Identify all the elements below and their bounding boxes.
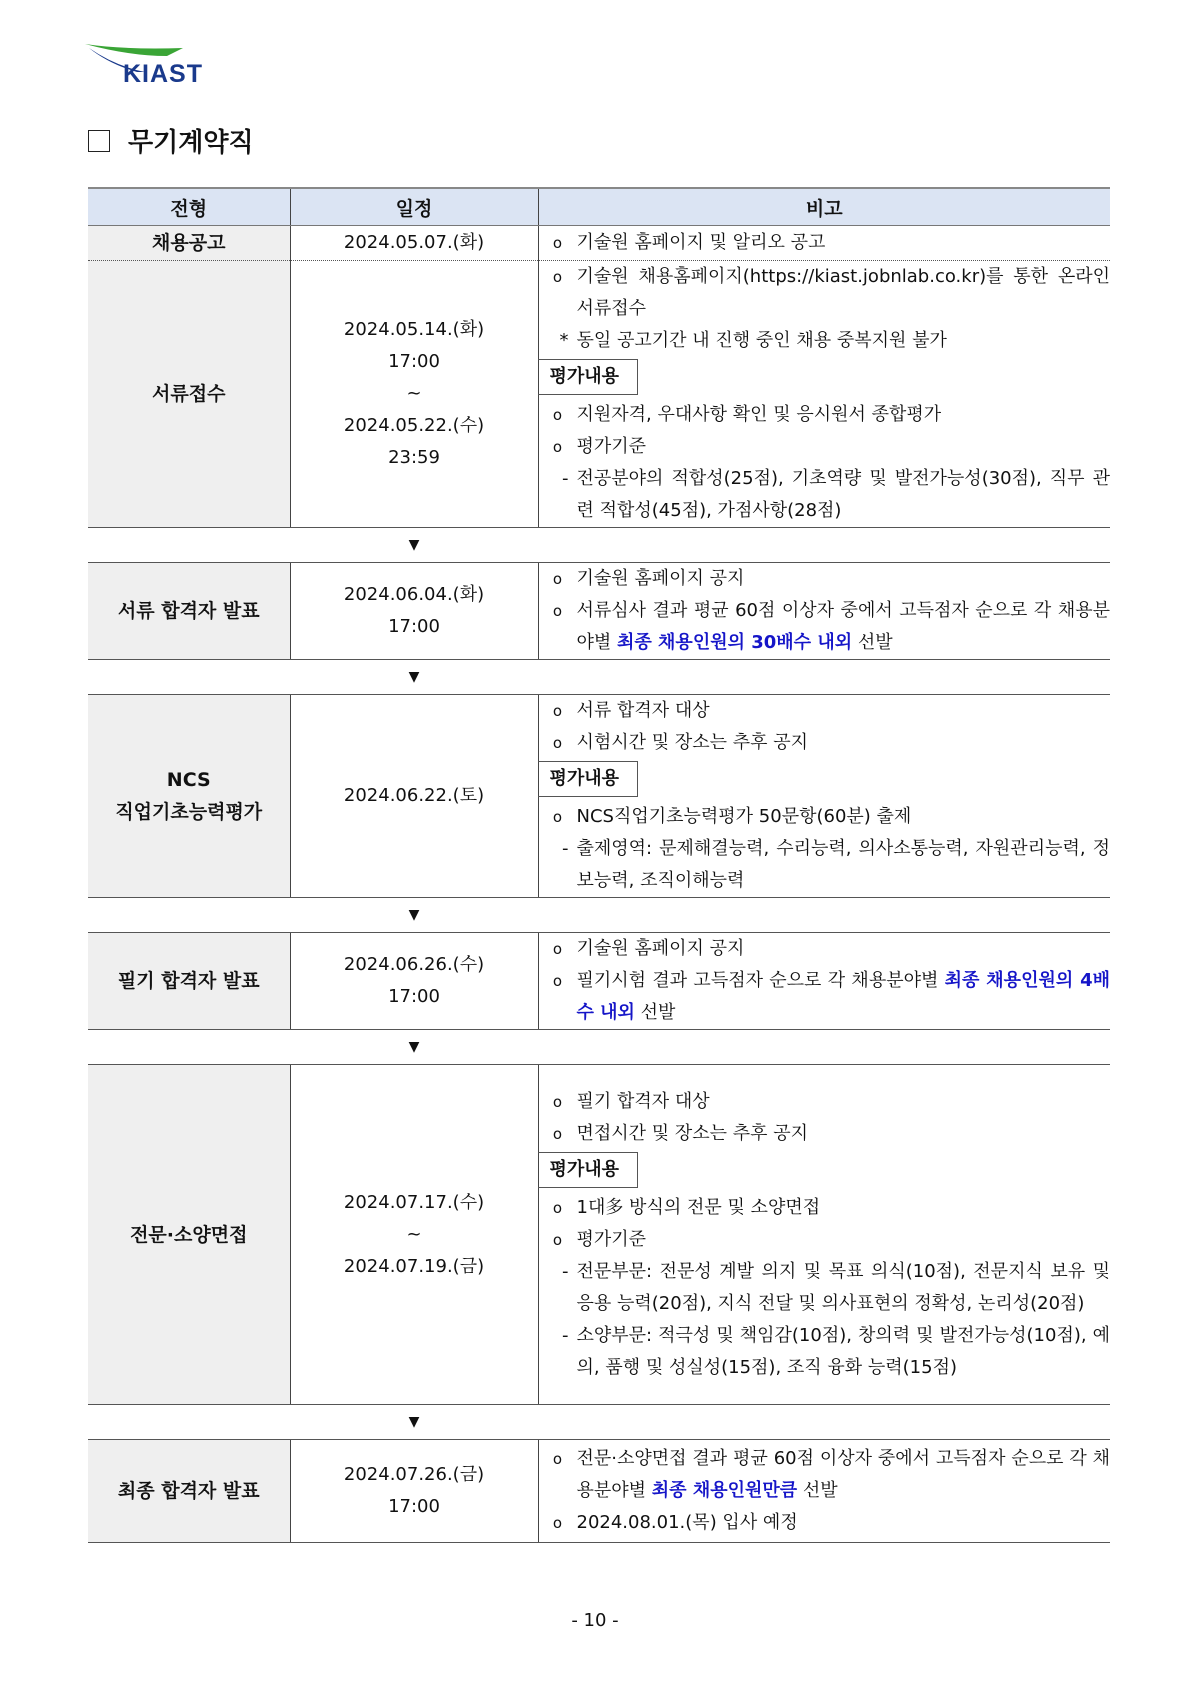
circle-bullet-icon: o <box>552 702 563 720</box>
date-line: 2024.07.26.(금) <box>343 1464 485 1485</box>
section-heading <box>88 122 254 159</box>
remark-text: 필기 합격자 대상 <box>576 1090 710 1112</box>
date-line: 2024.05.22.(수) <box>343 415 485 436</box>
circle-bullet-icon: o <box>552 1198 563 1217</box>
date-cell <box>290 933 538 1030</box>
stage-line: NCS <box>166 769 211 791</box>
remark-text: 동일 공고기간 내 진행 중인 채용 중복지원 불가 <box>576 330 947 351</box>
remark-text: 2024.08.01.(목) 입사 예정 <box>576 1512 798 1533</box>
circle-bullet-icon: o <box>552 406 563 424</box>
date-cell <box>290 563 538 660</box>
down-arrow-icon: ▼ <box>290 1030 538 1065</box>
remark-text: 지원자격, 우대사항 확인 및 응시원서 종합평가 <box>576 404 942 425</box>
circle-bullet-icon: o <box>552 1124 563 1143</box>
recruitment-schedule-table <box>88 187 1110 1543</box>
circle-bullet-icon: o <box>552 438 563 456</box>
circle-bullet-icon: o <box>552 1514 563 1532</box>
date-line: 2024.06.04.(화) <box>343 584 485 605</box>
date-line: 2024.07.17.(수) <box>343 1191 485 1213</box>
remark-text: 평가기준 <box>576 436 647 457</box>
date-line: ~ <box>406 383 422 404</box>
dash-icon: - <box>562 1324 569 1346</box>
remark-text: 전공분야의 적합성(25점), 기초역량 및 발전가능성(30점), 직무 관련 적합성(45점), 가점사항(28점) <box>576 468 1110 521</box>
circle-bullet-icon: o <box>552 734 563 752</box>
stage-cell <box>88 695 290 898</box>
kiast-logo <box>85 42 205 92</box>
evaluation-label: 평가내용 <box>538 761 639 797</box>
remarks-cell <box>538 933 1110 1030</box>
date-cell <box>290 1065 538 1405</box>
date-line: 17:00 <box>388 1496 440 1517</box>
arrow-row <box>88 1405 1110 1440</box>
table-row <box>88 226 1110 261</box>
circle-bullet-icon: o <box>552 268 563 286</box>
remark-text: 면접시간 및 장소는 추후 공지 <box>576 1122 809 1144</box>
remark-text: 소양부문: 적극성 및 책임감(10점), 창의력 및 발전가능성(10점), 예의, 품행 및 성실성(15점), 조직 융화 능력(15점) <box>576 1324 1110 1378</box>
circle-bullet-icon: o <box>552 972 563 990</box>
highlight-text: 최종 채용인원만큼 <box>651 1480 798 1501</box>
arrow-row <box>88 528 1110 563</box>
remark-text: 기술원 채용홈페이지(https://kiast.jobnlab.co.kr)를 통한 온라인 서류접수 <box>576 266 1110 319</box>
date-line: 2024.06.26.(수) <box>343 954 485 975</box>
table-row <box>88 1440 1110 1543</box>
remark-text: 전문·소양면접 결과 평균 60점 이상자 중에서 고득점자 순으로 각 채용분야별 최종 채용인원만큼 선발 <box>576 1448 1110 1501</box>
table-row <box>88 563 1110 660</box>
table-row <box>88 933 1110 1030</box>
table-header-row <box>88 188 1110 226</box>
date-cell <box>290 261 538 528</box>
checkbox-square-icon <box>88 130 110 152</box>
circle-bullet-icon: o <box>552 808 563 826</box>
date-line: 23:59 <box>388 447 440 468</box>
highlight-text: 최종 채용인원의 30배수 내외 <box>617 632 853 653</box>
remarks-cell <box>538 226 1110 261</box>
table-row <box>88 261 1110 528</box>
column-header-remarks: 비고 <box>538 188 1110 226</box>
circle-bullet-icon: o <box>552 234 563 252</box>
remarks-cell <box>538 1065 1110 1405</box>
remark-text: 기술원 홈페이지 공지 <box>576 938 745 959</box>
date-line: 17:00 <box>388 351 440 372</box>
remark-text: 평가기준 <box>576 1228 647 1250</box>
date-line: 2024.05.07.(화) <box>343 232 485 253</box>
date-cell <box>290 226 538 261</box>
date-line: ~ <box>406 1223 422 1245</box>
remark-text: 1대多 방식의 전문 및 소양면접 <box>576 1196 821 1218</box>
down-arrow-icon: ▼ <box>290 898 538 933</box>
date-line: 2024.05.14.(화) <box>343 319 485 340</box>
date-cell <box>290 695 538 898</box>
remark-text: 필기시험 결과 고득점자 순으로 각 채용분야별 최종 채용인원의 4배수 내외 선발 <box>576 970 1110 1023</box>
page-number: - 10 - <box>571 1610 619 1631</box>
circle-bullet-icon: o <box>552 1450 563 1468</box>
stage-cell: 채용공고 <box>88 226 290 261</box>
stage-line: 직업기초능력평가 <box>115 801 263 823</box>
remark-text: NCS직업기초능력평가 50문항(60분) 출제 <box>576 806 912 827</box>
remarks-cell <box>538 695 1110 898</box>
date-line: 2024.06.22.(토) <box>343 785 485 806</box>
remark-text: 서류 합격자 대상 <box>576 700 710 721</box>
logo-text: KIAST <box>123 60 203 88</box>
date-line: 17:00 <box>388 986 440 1007</box>
table-row <box>88 695 1110 898</box>
remarks-cell <box>538 563 1110 660</box>
down-arrow-icon: ▼ <box>290 660 538 695</box>
down-arrow-icon: ▼ <box>290 528 538 563</box>
evaluation-label: 평가내용 <box>538 1152 639 1188</box>
remark-text: 출제영역: 문제해결능력, 수리능력, 의사소통능력, 자원관리능력, 정보능력, 조직이해능력 <box>576 838 1110 891</box>
remark-text: 기술원 홈페이지 공지 <box>576 568 745 589</box>
remark-text: 전문부문: 전문성 계발 의지 및 목표 의식(10점), 전문지식 보유 및 응용 능력(20점), 지식 전달 및 의사표현의 정확성, 논리성(20점) <box>576 1260 1110 1314</box>
dash-icon: - <box>562 838 569 859</box>
stage-cell: 서류접수 <box>88 261 290 528</box>
circle-bullet-icon: o <box>552 1230 563 1249</box>
arrow-row <box>88 660 1110 695</box>
date-cell <box>290 1440 538 1543</box>
table-row <box>88 1065 1110 1405</box>
column-header-stage: 전형 <box>88 188 290 226</box>
remark-text: 서류심사 결과 평균 60점 이상자 중에서 고득점자 순으로 각 채용분야별 최종 채용인원의 30배수 내외 선발 <box>576 600 1110 653</box>
stage-cell: 필기 합격자 발표 <box>88 933 290 1030</box>
date-line: 2024.07.19.(금) <box>343 1255 485 1277</box>
arrow-row <box>88 898 1110 933</box>
circle-bullet-icon: o <box>552 940 563 958</box>
date-line: 17:00 <box>388 616 440 637</box>
asterisk-icon: * <box>559 330 569 351</box>
remark-text: 기술원 홈페이지 및 알리오 공고 <box>576 232 826 253</box>
section-title: 무기계약직 <box>128 128 254 158</box>
arrow-row <box>88 1030 1110 1065</box>
remarks-cell <box>538 1440 1110 1543</box>
down-arrow-icon: ▼ <box>290 1405 538 1440</box>
dash-icon: - <box>562 468 569 489</box>
circle-bullet-icon: o <box>552 1092 563 1111</box>
stage-cell: 최종 합격자 발표 <box>88 1440 290 1543</box>
highlight-text: 최종 채용인원의 4배수 내외 <box>576 970 1110 1023</box>
remarks-cell <box>538 261 1110 528</box>
remark-text: 시험시간 및 장소는 추후 공지 <box>576 732 809 753</box>
evaluation-label: 평가내용 <box>538 359 639 395</box>
stage-cell: 전문·소양면접 <box>88 1065 290 1405</box>
circle-bullet-icon: o <box>552 602 563 620</box>
column-header-date: 일정 <box>290 188 538 226</box>
stage-cell: 서류 합격자 발표 <box>88 563 290 660</box>
circle-bullet-icon: o <box>552 570 563 588</box>
dash-icon: - <box>562 1260 569 1282</box>
